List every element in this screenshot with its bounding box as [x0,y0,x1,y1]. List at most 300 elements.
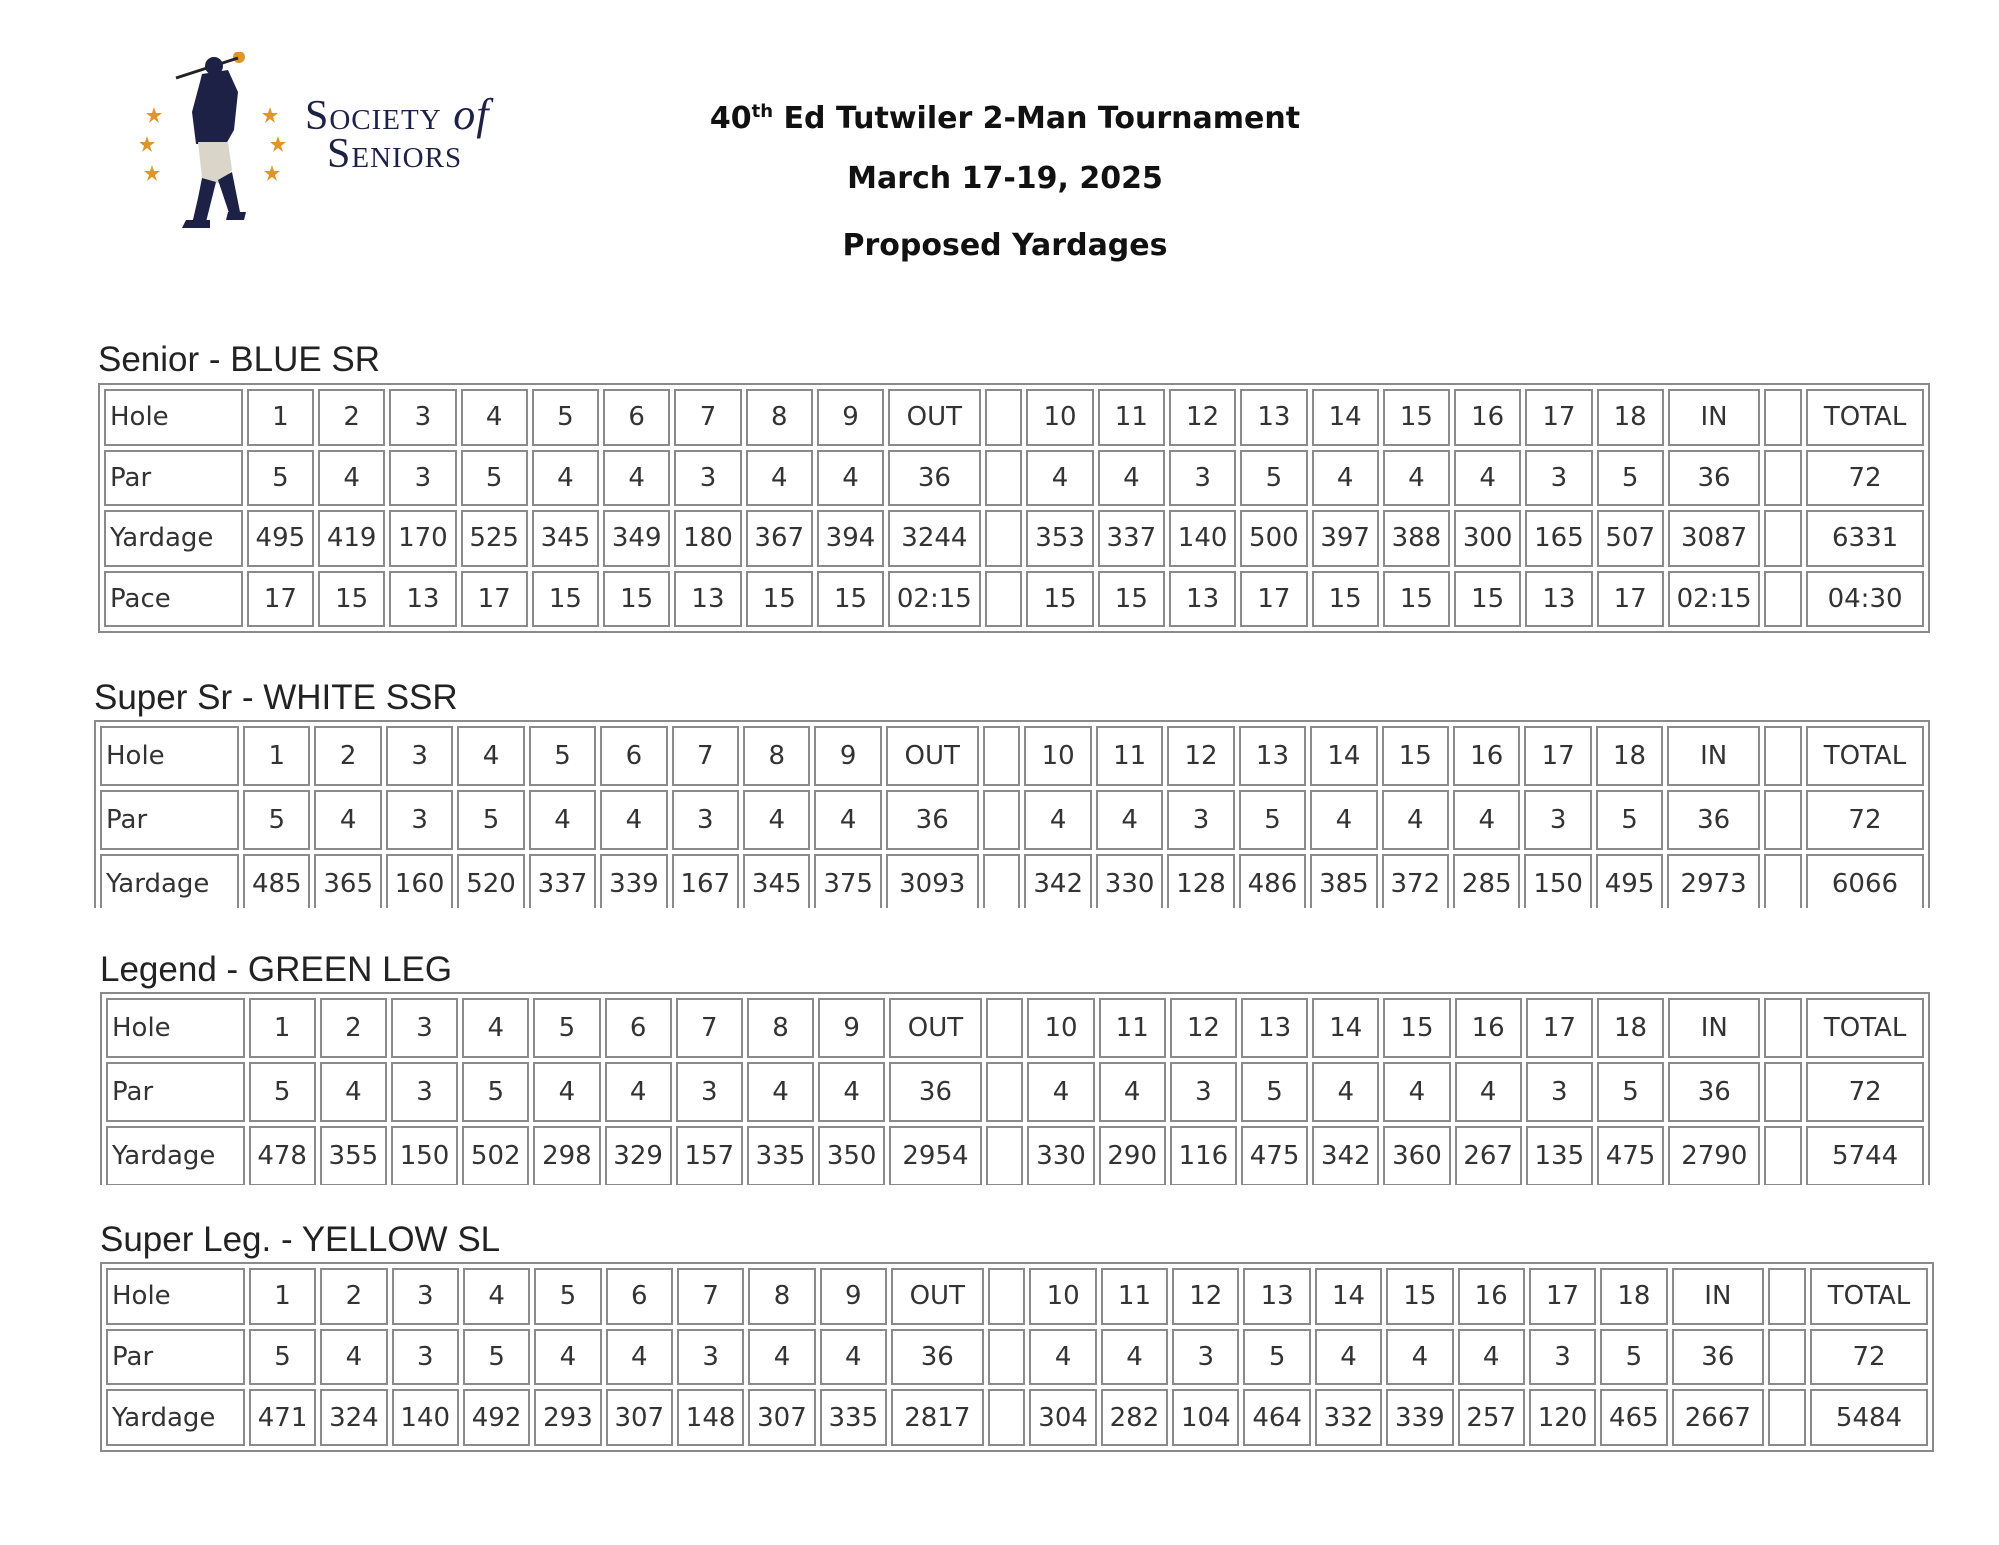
table-cell: 6066 [1806,854,1924,908]
table-cell: 337 [529,854,596,908]
table-clip-green [100,992,1934,1185]
row-label: Hole [106,1268,245,1325]
table-row-hole [104,389,1924,446]
table-cell: 165 [1525,510,1592,567]
table-cell: 18 [1600,1268,1667,1325]
table-cell: 3 [392,1329,459,1386]
table-cell: 10 [1029,1268,1096,1325]
table-cell: 4 [320,1062,387,1122]
table-cell: 2 [314,726,381,786]
table-cell: 4 [606,1329,673,1386]
table-cell: 475 [1597,1126,1664,1185]
table-cell: 257 [1458,1389,1525,1446]
document-subtitle: Proposed Yardages [842,228,1168,263]
society-of-seniors-logo [140,52,580,232]
table-cell: 471 [249,1389,316,1446]
table-cell: 17 [247,571,314,628]
spacer-cell [988,1389,1026,1446]
table-cell: 4 [746,450,813,507]
table-cell: 12 [1169,389,1236,446]
table-cell: 2 [318,389,385,446]
table-cell: 4 [532,450,599,507]
table-row-pace [104,571,1924,628]
table-cell: 385 [1310,854,1377,908]
table-cell: 4 [1029,1329,1096,1386]
table-cell: 04:30 [1806,571,1924,628]
table-cell: 4 [1099,1062,1166,1122]
spacer-cell [1764,1062,1802,1122]
spacer-cell [1764,389,1802,446]
row-label: Hole [106,998,245,1058]
table-cell: 353 [1026,510,1093,567]
table-cell: 18 [1597,998,1664,1058]
row-label: Par [106,1329,245,1386]
row-label: Par [106,1062,245,1122]
title-superscript: th [751,101,774,122]
table-cell: 337 [1098,510,1165,567]
table-cell: 11 [1101,1268,1168,1325]
table-cell: 5484 [1810,1389,1928,1446]
table-cell: 02:15 [1668,571,1760,628]
table-row-yardage [104,510,1924,567]
table-cell: 4 [747,1062,814,1122]
table-cell: 6331 [1806,510,1924,567]
table-cell: 329 [605,1126,672,1185]
table-cell: 8 [748,1268,815,1325]
table-cell: 304 [1029,1389,1096,1446]
table-cell: 502 [462,1126,529,1185]
row-label: Par [104,450,243,507]
table-cell: TOTAL [1806,389,1924,446]
table-cell: 160 [386,854,453,908]
table-cell: 128 [1167,854,1234,908]
table-cell: 13 [1241,998,1308,1058]
table-cell: 180 [674,510,741,567]
row-label: Yardage [104,510,243,567]
table-cell: 5 [534,1268,601,1325]
table-cell: 5 [249,1062,316,1122]
table-cell: 4 [1383,450,1450,507]
table-cell: 360 [1383,1126,1450,1185]
table-cell: 3 [672,790,739,850]
table-cell: 4 [1101,1329,1168,1386]
table-cell: 397 [1312,510,1379,567]
table-cell: 339 [600,854,667,908]
table-cell: 1 [243,726,310,786]
table-cell: 13 [674,571,741,628]
table-cell: 5 [1240,450,1307,507]
table-cell: 4 [743,790,810,850]
table-cell: 330 [1027,1126,1094,1185]
table-cell: 4 [820,1329,887,1386]
table-cell: 5 [1597,450,1664,507]
table-cell: 17 [461,571,528,628]
spacer-cell [985,571,1023,628]
spacer-cell [983,854,1021,908]
table-cell: 170 [389,510,456,567]
table-cell: 475 [1241,1126,1308,1185]
table-cell: OUT [889,998,981,1058]
table-cell: 419 [318,510,385,567]
table-cell: 3 [1526,1062,1593,1122]
table-cell: 4 [1454,450,1521,507]
table-cell: 2954 [889,1126,981,1185]
table-cell: 307 [606,1389,673,1446]
spacer-cell [1768,1329,1806,1386]
table-cell: 4 [600,790,667,850]
table-cell: 4 [1453,790,1520,850]
table-cell: 72 [1806,790,1924,850]
tournament-title [600,92,1410,159]
table-cell: 15 [532,571,599,628]
table-cell: 11 [1098,389,1165,446]
document-header [600,92,1410,293]
spacer-cell [985,389,1023,446]
table-cell: 36 [1668,1062,1760,1122]
table-cell: 17 [1240,571,1307,628]
table-cell: 3 [1529,1329,1596,1386]
table-cell: 6 [600,726,667,786]
table-cell: 2 [320,998,387,1058]
table-cell: 36 [1667,790,1760,850]
table-cell: 7 [674,389,741,446]
table-cell: 5 [457,790,524,850]
table-cell: 4 [1096,790,1163,850]
table-cell: 267 [1455,1126,1522,1185]
table-cell: 464 [1243,1389,1310,1446]
table-cell: 4 [748,1329,815,1386]
spacer-cell [985,510,1023,567]
table-cell: 16 [1453,726,1520,786]
table-cell: 5 [1597,1062,1664,1122]
logo-society-text: Society [305,93,442,139]
table-cell: 4 [1027,1062,1094,1122]
table-cell: 140 [1169,510,1236,567]
table-cell: 5 [461,450,528,507]
table-cell: 5 [532,389,599,446]
table-cell: 485 [243,854,310,908]
table-cell: 307 [748,1389,815,1446]
table-cell: IN [1668,998,1760,1058]
table-cell: 3 [1172,1329,1239,1386]
table-cell: 36 [1668,450,1760,507]
table-cell: 342 [1024,854,1091,908]
table-cell: 17 [1525,389,1592,446]
table-row-par [106,1062,1924,1122]
table-cell: 350 [818,1126,885,1185]
table-cell: 5 [247,450,314,507]
table-cell: 486 [1239,854,1306,908]
row-label: Yardage [106,1389,245,1446]
table-cell: 13 [389,571,456,628]
table-cell: 3087 [1668,510,1760,567]
table-cell: 157 [676,1126,743,1185]
table-cell: 13 [1169,571,1236,628]
table-cell: 375 [814,854,881,908]
table-cell: 3 [1524,790,1591,850]
table-cell: TOTAL [1806,726,1924,786]
spacer-cell [985,450,1023,507]
table-cell: 4 [1026,450,1093,507]
table-cell: 345 [743,854,810,908]
table-cell: 349 [603,510,670,567]
spacer-cell [988,1329,1026,1386]
table-cell: 500 [1240,510,1307,567]
table-cell: 16 [1454,389,1521,446]
table-cell: 4 [461,389,528,446]
table-cell: 12 [1172,1268,1239,1325]
table-cell: 7 [676,998,743,1058]
table-cell: 3 [1525,450,1592,507]
table-cell: 4 [1312,450,1379,507]
table-cell: 335 [747,1126,814,1185]
table-cell: 135 [1526,1126,1593,1185]
table-cell: 4 [603,450,670,507]
table-cell: 5 [529,726,596,786]
table-cell: 18 [1596,726,1663,786]
row-label: Pace [104,571,243,628]
table-cell: 4 [817,450,884,507]
table-cell: 3 [674,450,741,507]
table-clip-white [94,720,1934,908]
table-cell: 4 [1455,1062,1522,1122]
table-row-par [100,790,1924,850]
table-cell: 4 [529,790,596,850]
table-cell: OUT [891,1268,984,1325]
table-cell: 4 [1024,790,1091,850]
table-cell: 5 [533,998,600,1058]
table-cell: OUT [888,389,980,446]
table-cell: 5 [1239,790,1306,850]
table-cell: 388 [1383,510,1450,567]
table-cell: 4 [1383,1062,1450,1122]
table-cell: 8 [743,726,810,786]
table-cell: 365 [314,854,381,908]
table-cell: 72 [1810,1329,1928,1386]
table-cell: 3 [389,389,456,446]
section-title-white: Super Sr - WHITE SSR [94,678,458,717]
table-cell: 4 [1382,790,1449,850]
table-cell: 15 [318,571,385,628]
yardage-table-green [100,992,1930,1185]
table-cell: 15 [817,571,884,628]
table-cell: 3 [676,1062,743,1122]
table-cell: 11 [1096,726,1163,786]
table-cell: IN [1667,726,1760,786]
table-cell: 3 [389,450,456,507]
table-cell: 478 [249,1126,316,1185]
row-label: Hole [100,726,239,786]
table-row-hole [100,726,1924,786]
spacer-cell [1764,450,1802,507]
table-cell: TOTAL [1806,998,1924,1058]
table-cell: 9 [818,998,885,1058]
table-cell: 36 [888,450,980,507]
table-cell: 15 [746,571,813,628]
table-cell: 18 [1597,389,1664,446]
table-cell: 4 [1310,790,1377,850]
table-cell: 3 [386,790,453,850]
logo-wordmark [305,90,490,177]
table-cell: 4 [463,1268,530,1325]
table-cell: 4 [1386,1329,1453,1386]
yardage-table-white [94,720,1930,908]
table-cell: 10 [1026,389,1093,446]
table-cell: 15 [1386,1268,1453,1325]
table-cell: 495 [1596,854,1663,908]
table-cell: 6 [606,1268,673,1325]
table-cell: 16 [1455,998,1522,1058]
table-cell: TOTAL [1810,1268,1928,1325]
table-cell: 2790 [1668,1126,1760,1185]
table-cell: 5 [1243,1329,1310,1386]
table-cell: 5 [1596,790,1663,850]
table-cell: 12 [1167,726,1234,786]
spacer-cell [1764,854,1802,908]
table-cell: 120 [1529,1389,1596,1446]
table-cell: 4 [320,1329,387,1386]
table-cell: 15 [1383,998,1450,1058]
spacer-cell [1764,1126,1802,1185]
table-cell: 3093 [886,854,979,908]
logo-of-text: of [453,90,490,139]
row-label: Yardage [100,854,239,908]
table-cell: 525 [461,510,528,567]
table-cell: 3 [1167,790,1234,850]
table-row-hole [106,1268,1928,1325]
row-label: Par [100,790,239,850]
table-cell: 4 [1315,1329,1382,1386]
spacer-cell [1768,1389,1806,1446]
spacer-cell [1764,510,1802,567]
table-cell: 5744 [1806,1126,1924,1185]
spacer-cell [1764,571,1802,628]
table-cell: 10 [1024,726,1091,786]
table-cell: 5 [1241,1062,1308,1122]
table-cell: 1 [249,998,316,1058]
table-cell: 116 [1170,1126,1237,1185]
table-cell: 5 [1600,1329,1667,1386]
table-cell: 150 [391,1126,458,1185]
table-cell: 4 [605,1062,672,1122]
spacer-cell [986,998,1024,1058]
table-cell: 9 [817,389,884,446]
table-cell: 3 [392,1268,459,1325]
table-cell: 285 [1453,854,1520,908]
table-cell: 2 [320,1268,387,1325]
table-cell: 15 [1382,726,1449,786]
spacer-cell [1764,790,1802,850]
spacer-cell [986,1126,1024,1185]
table-cell: 10 [1027,998,1094,1058]
table-cell: 4 [818,1062,885,1122]
table-cell: 335 [820,1389,887,1446]
spacer-cell [1764,726,1802,786]
logo-seniors-text: Seniors [327,131,463,177]
table-cell: 282 [1101,1389,1168,1446]
table-cell: 15 [1383,389,1450,446]
table-cell: 520 [457,854,524,908]
title-number: 40 [709,101,752,136]
table-cell: 300 [1454,510,1521,567]
table-cell: 15 [1312,571,1379,628]
table-cell: 5 [462,1062,529,1122]
table-cell: 4 [1312,1062,1379,1122]
table-cell: 15 [603,571,670,628]
table-cell: 148 [677,1389,744,1446]
table-cell: 4 [457,726,524,786]
table-row-yardage [100,854,1924,908]
table-cell: 17 [1524,726,1591,786]
table-cell: 150 [1524,854,1591,908]
table-cell: 14 [1315,1268,1382,1325]
table-cell: 13 [1240,389,1307,446]
table-cell: 495 [247,510,314,567]
table-cell: 167 [672,854,739,908]
table-cell: 1 [247,389,314,446]
table-row-yardage [106,1389,1928,1446]
table-cell: 330 [1096,854,1163,908]
table-cell: 3244 [888,510,980,567]
table-cell: 15 [1026,571,1093,628]
table-cell: 4 [318,450,385,507]
spacer-cell [986,1062,1024,1122]
table-cell: 14 [1312,389,1379,446]
table-cell: 36 [889,1062,981,1122]
table-cell: 342 [1312,1126,1379,1185]
table-cell: 332 [1315,1389,1382,1446]
table-cell: 13 [1239,726,1306,786]
table-cell: 2973 [1667,854,1760,908]
table-cell: 15 [1383,571,1450,628]
section-title-yellow: Super Leg. - YELLOW SL [100,1220,501,1259]
title-text: Ed Tutwiler 2-Man Tournament [773,101,1301,136]
table-cell: 9 [820,1268,887,1325]
table-cell: 8 [746,389,813,446]
table-row-par [104,450,1924,507]
table-cell: 4 [534,1329,601,1386]
spacer-cell [1764,998,1802,1058]
table-cell: 4 [1098,450,1165,507]
spacer-cell [988,1268,1026,1325]
table-cell: 345 [532,510,599,567]
table-cell: 5 [243,790,310,850]
table-cell: 465 [1600,1389,1667,1446]
table-cell: 3 [391,1062,458,1122]
table-cell: 6 [605,998,672,1058]
table-cell: IN [1672,1268,1765,1325]
table-cell: 3 [1169,450,1236,507]
row-label: Hole [104,389,243,446]
table-cell: 5 [463,1329,530,1386]
table-cell: 14 [1312,998,1379,1058]
spacer-cell [983,790,1021,850]
table-cell: 5 [249,1329,316,1386]
table-cell: IN [1668,389,1760,446]
yardage-table-blue [98,383,1930,633]
yardage-table-yellow [100,1262,1934,1452]
table-cell: 36 [1672,1329,1765,1386]
table-cell: 6 [603,389,670,446]
table-row-hole [106,998,1924,1058]
table-cell: 4 [462,998,529,1058]
table-cell: 13 [1525,571,1592,628]
table-cell: 4 [314,790,381,850]
golfer-icon [140,52,290,232]
table-cell: 17 [1526,998,1593,1058]
table-cell: 367 [746,510,813,567]
table-cell: 16 [1458,1268,1525,1325]
